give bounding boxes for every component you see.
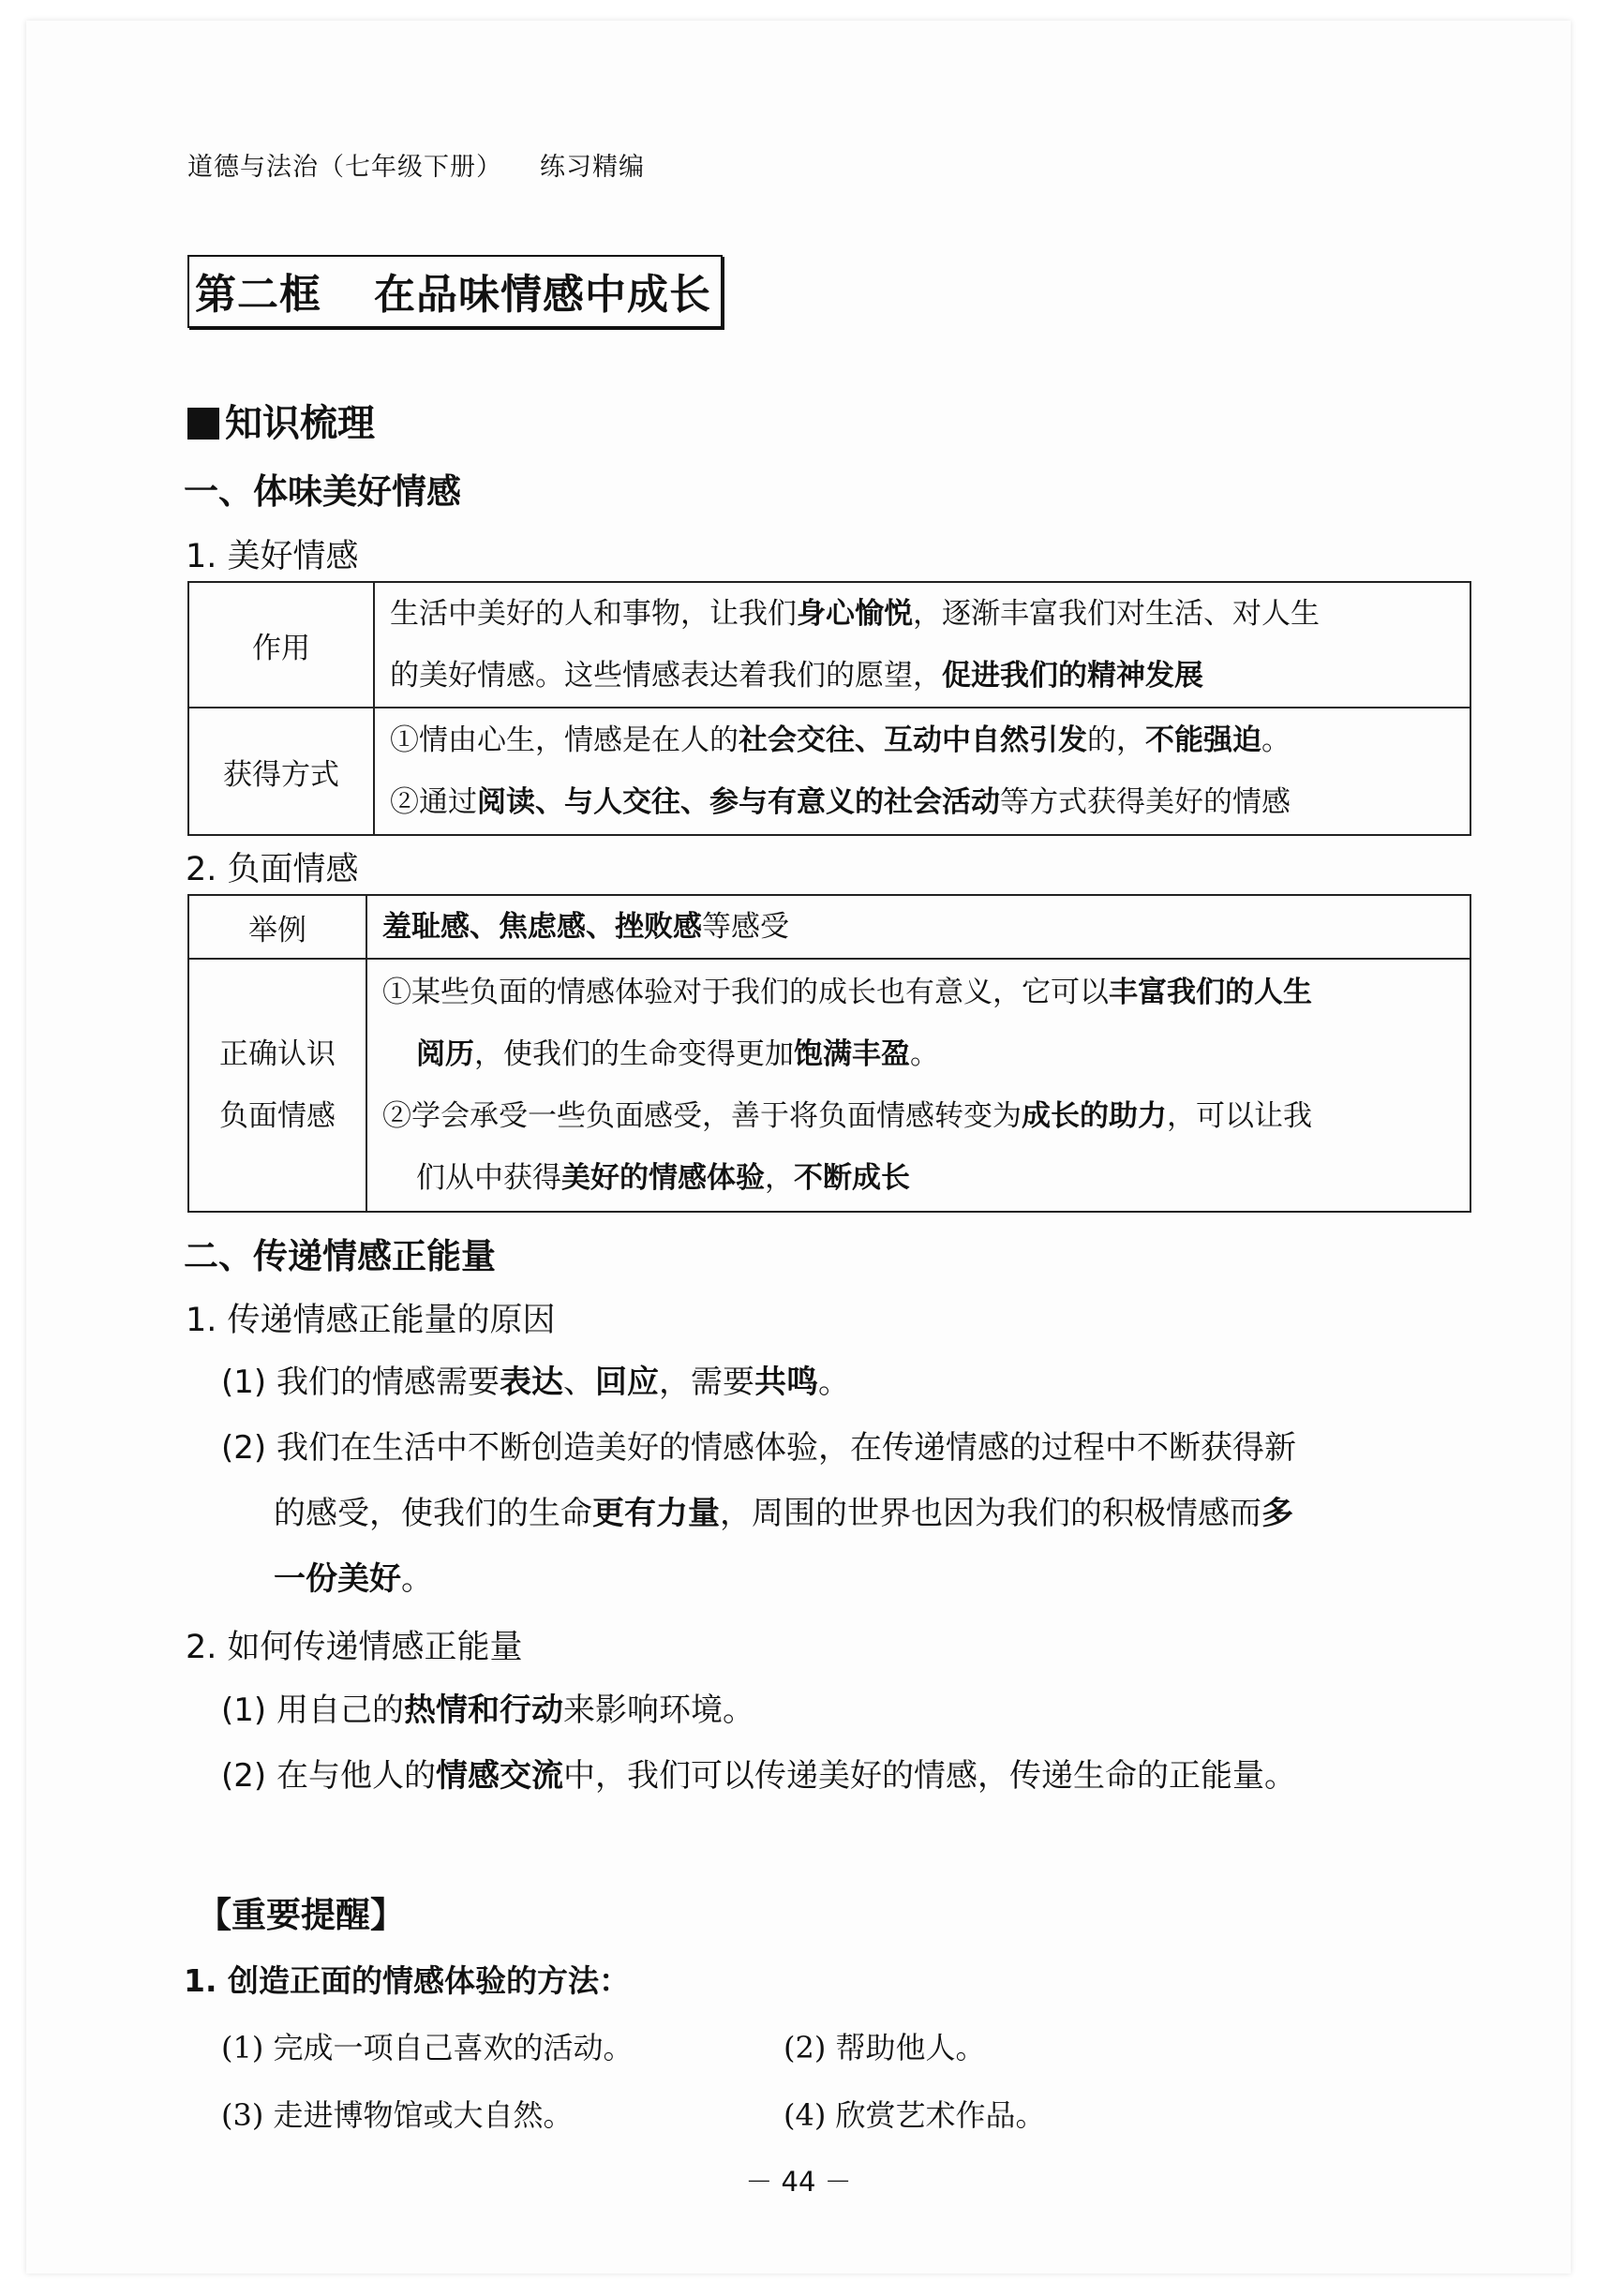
row-content: 羞耻感、焦虑感、挫败感等感受 [366, 895, 1470, 959]
reasons-list [221, 1349, 1496, 1612]
section-heading-text: 知识梳理 [225, 401, 375, 445]
negative-emotion-table [187, 894, 1471, 1213]
running-header [187, 146, 645, 183]
part2-heading: 二、传递情感正能量 [184, 1235, 496, 1276]
book-title: 道德与法治（七年级下册） [187, 153, 502, 182]
frame-number: 第二框 [195, 271, 321, 319]
row-label: 举例 [188, 895, 366, 959]
list-item: (1) 用自己的热情和行动来影响环境。 [221, 1692, 754, 1729]
row-label: 获得方式 [188, 708, 374, 835]
list-item: (2) 我们在生活中不断创造美好的情感体验，在传递情感的过程中不断获得新 的感受，使我们的生命更有力量，周围的世界也因为我们的积极情感而多 一份美好。 [221, 1429, 1296, 1598]
positive-emotion-table [187, 581, 1471, 836]
row-label: 作用 [188, 582, 374, 708]
part1-sub2-heading: 2. 负面情感 [186, 851, 359, 888]
row-content: ①某些负面的情感体验对于我们的成长也有意义，它可以丰富我们的人生 阅历，使我们的生命变得更加饱满丰盈。 ②学会承受一些负面感受，善于将负面情感转变为成长的助力，可以让我 们从中获得美好的情感体验，不断成长 [366, 959, 1470, 1212]
list-item: (1) 完成一项自己喜欢的活动。 [221, 2030, 634, 2065]
frame-title: 在品味情感中成长 [374, 271, 711, 319]
list-item: (2) 帮助他人。 [784, 2030, 986, 2065]
part1-heading: 一、体味美好情感 [184, 470, 461, 512]
list-item: (2) 在与他人的情感交流中，我们可以传递美好的情感，传递生命的正能量。 [221, 1757, 1296, 1795]
part2-sub2-heading: 2. 如何传递情感正能量 [186, 1629, 523, 1666]
section-heading [187, 394, 375, 447]
list-item: (3) 走进博物馆或大自然。 [221, 2097, 574, 2133]
list-item: (4) 欣赏艺术作品。 [784, 2097, 1046, 2133]
lesson-title-box [187, 255, 723, 328]
methods-list [221, 1677, 1496, 1809]
page-number: － 44 － [745, 2166, 852, 2198]
list-item: (1) 我们的情感需要表达、回应，需要共鸣。 [221, 1364, 850, 1401]
part2-sub1-heading: 1. 传递情感正能量的原因 [186, 1302, 556, 1339]
part1-sub1-heading: 1. 美好情感 [186, 538, 359, 575]
series-title: 练习精编 [540, 153, 645, 182]
reminder-title: 【重要提醒】 [197, 1894, 405, 1935]
row-content: 生活中美好的人和事物，让我们身心愉悦，逐渐丰富我们对生活、对人生 的美好情感。这些情感表达着我们的愿望，促进我们的精神发展 [374, 582, 1470, 708]
reminder-heading: 1. 创造正面的情感体验的方法： [184, 1962, 630, 1999]
row-content: ①情由心生，情感是在人的社会交往、互动中自然引发的，不能强迫。 ②通过阅读、与人交往、参与有意义的社会活动等方式获得美好的情感 [374, 708, 1470, 835]
table-row [188, 708, 1470, 835]
table-row [188, 959, 1470, 1212]
table-row [188, 895, 1470, 959]
table-row [188, 582, 1470, 708]
black-square-icon [187, 408, 219, 440]
row-label: 正确认识 负面情感 [188, 959, 366, 1212]
